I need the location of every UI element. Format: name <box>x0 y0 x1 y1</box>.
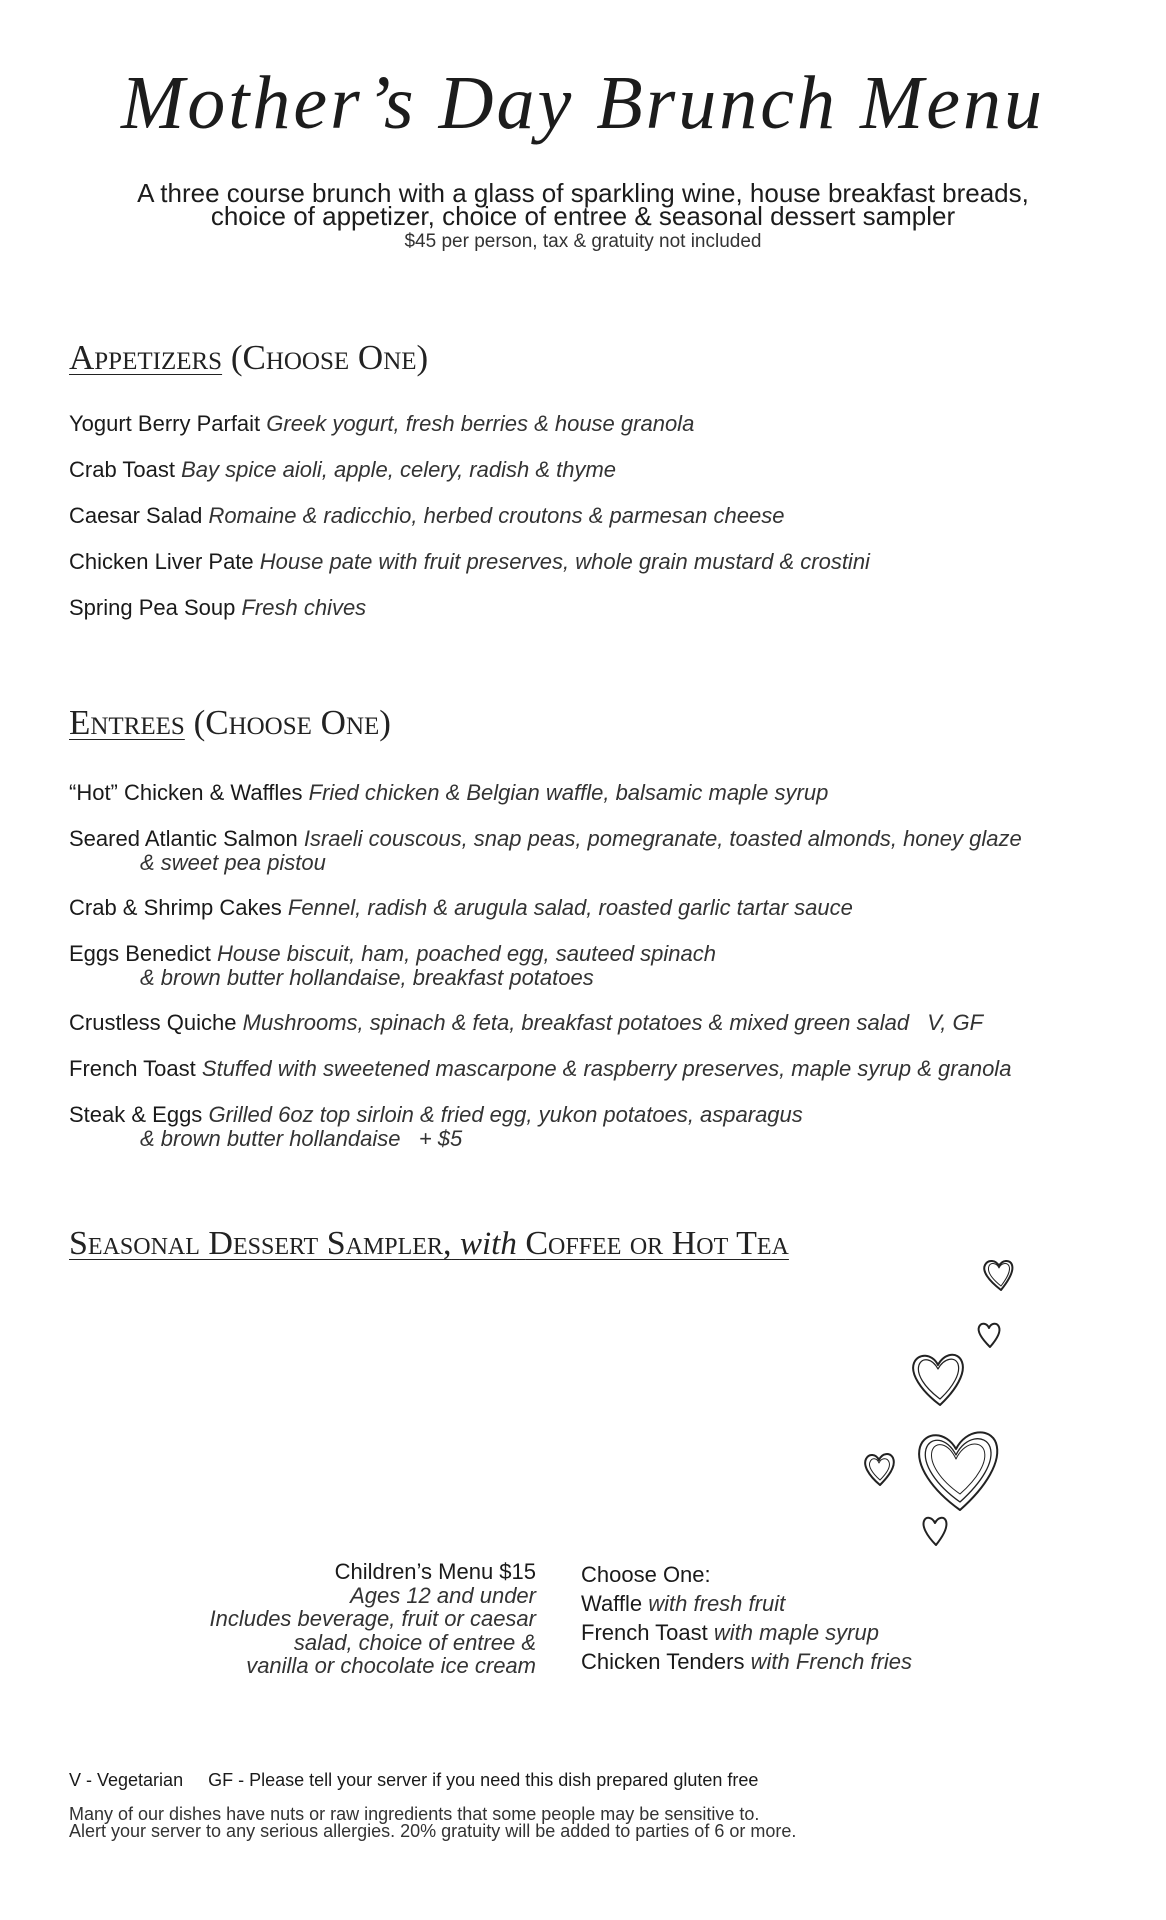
dessert-heading-part1: Seasonal Dessert Sampler, <box>69 1225 452 1262</box>
childrens-menu-line: Ages 12 and under <box>350 1582 536 1608</box>
item-description: Grilled 6oz top sirloin & fried egg, yukon potatoes, asparagus <box>208 1102 803 1127</box>
option-name: French Toast <box>581 1620 708 1645</box>
childrens-menu-info <box>209 1560 536 1678</box>
item-name: Crab & Shrimp Cakes <box>69 895 282 920</box>
heart-icon <box>865 1454 894 1485</box>
entree-item <box>69 1057 1011 1081</box>
item-description: Greek yogurt, fresh berries & house granola <box>266 411 695 436</box>
childrens-menu-line: Includes beverage, fruit or caesar <box>209 1606 536 1631</box>
entree-item <box>69 827 1022 875</box>
dietary-tag: V, GF <box>927 1010 984 1035</box>
childrens-menu-heading: Children’s Menu $15 <box>334 1559 536 1584</box>
item-description-continued: & brown butter hollandaise + $5 <box>140 1126 463 1151</box>
dietary-legend <box>69 1770 758 1791</box>
item-description: House biscuit, ham, poached egg, sauteed spinach <box>217 941 716 966</box>
item-name: Steak & Eggs <box>69 1102 203 1127</box>
item-description: Romaine & radicchio, herbed croutons & parmesan cheese <box>208 503 785 528</box>
gratuity-note: Alert your server to any serious allergies. 20% gratuity will be added to parties of 6 or more. <box>69 1821 797 1841</box>
entrees-qualifier: (Choose One) <box>193 703 391 742</box>
appetizer-item <box>69 550 870 574</box>
item-name: Seared Atlantic Salmon <box>69 826 298 851</box>
option-name: Waffle <box>581 1591 643 1616</box>
dessert-heading-with: with <box>459 1226 517 1262</box>
appetizers-heading-label: Appetizers <box>69 338 223 377</box>
choose-one-label: Choose One: <box>581 1562 711 1587</box>
appetizer-item <box>69 504 784 528</box>
appetizers-heading <box>69 338 428 378</box>
entrees-heading <box>69 703 391 743</box>
option-description: with French fries <box>750 1649 912 1674</box>
item-name: Chicken Liver Pate <box>69 549 254 574</box>
dessert-heading <box>69 1225 789 1263</box>
price-line: $45 per person, tax & gratuity not included <box>404 231 762 252</box>
item-description: Fresh chives <box>241 595 367 620</box>
entree-item <box>69 1011 983 1035</box>
legend-gluten-free: GF - Please tell your server if you need this dish prepared gluten free <box>208 1770 759 1790</box>
childrens-option <box>581 1647 912 1676</box>
item-name: Spring Pea Soup <box>69 595 236 620</box>
item-description: Mushrooms, spinach & feta, breakfast potatoes & mixed green salad <box>242 1010 910 1035</box>
entree-item <box>69 942 716 990</box>
item-description: Fried chicken & Belgian waffle, balsamic maple syrup <box>308 780 829 805</box>
childrens-menu-line: vanilla or chocolate ice cream <box>246 1653 536 1678</box>
subtitle-line-1: A three course brunch with a glass of sparkling wine, house breakfast breads, <box>137 178 1029 208</box>
heart-icon <box>924 1518 947 1545</box>
option-name: Chicken Tenders <box>581 1649 745 1674</box>
entree-item <box>69 896 853 920</box>
option-description: with maple syrup <box>713 1620 879 1645</box>
entree-item <box>69 1103 803 1151</box>
item-description-continued: & brown butter hollandaise, breakfast potatoes <box>140 965 594 990</box>
page-title: Mother’s Day Brunch Menu <box>120 61 1046 145</box>
appetizer-item <box>69 412 694 436</box>
item-description: Fennel, radish & arugula salad, roasted garlic tartar sauce <box>287 895 853 920</box>
legend-vegetarian: V - Vegetarian <box>69 1770 184 1790</box>
appetizer-item <box>69 458 616 482</box>
item-name: Yogurt Berry Parfait <box>69 411 261 436</box>
item-description: Stuffed with sweetened mascarpone & raspberry preserves, maple syrup & granola <box>201 1056 1012 1081</box>
allergy-note: Many of our dishes have nuts or raw ingredients that some people may be sensitive to. <box>69 1804 760 1824</box>
subtitle-line-2: choice of appetizer, choice of entree & seasonal dessert sampler <box>210 201 956 231</box>
item-description: House pate with fruit preserves, whole grain mustard & crostini <box>259 549 870 574</box>
childrens-menu-line: salad, choice of entree & <box>293 1629 536 1655</box>
entree-item <box>69 781 828 805</box>
appetizer-item <box>69 596 366 620</box>
hearts-illustration <box>860 1235 1020 1555</box>
appetizers-qualifier: (Choose One) <box>230 338 429 377</box>
entrees-heading-label: Entrees <box>69 703 185 742</box>
childrens-option <box>581 1589 912 1618</box>
childrens-menu-options <box>581 1560 912 1676</box>
childrens-option <box>581 1618 912 1647</box>
item-description: Israeli couscous, snap peas, pomegranate, toasted almonds, honey glaze <box>303 826 1022 851</box>
item-name: Crab Toast <box>69 457 175 482</box>
item-name: “Hot” Chicken & Waffles <box>69 780 303 805</box>
item-name: Eggs Benedict <box>69 941 211 966</box>
item-name: French Toast <box>69 1056 196 1081</box>
item-name: Caesar Salad <box>69 503 203 528</box>
dessert-heading-part2: Coffee or Hot Tea <box>525 1225 789 1262</box>
item-description-continued: & sweet pea pistou <box>140 850 326 875</box>
option-description: with fresh fruit <box>648 1591 786 1616</box>
item-name: Crustless Quiche <box>69 1010 237 1035</box>
heart-icon <box>979 1324 1000 1347</box>
item-description: Bay spice aioli, apple, celery, radish & thyme <box>181 457 617 482</box>
